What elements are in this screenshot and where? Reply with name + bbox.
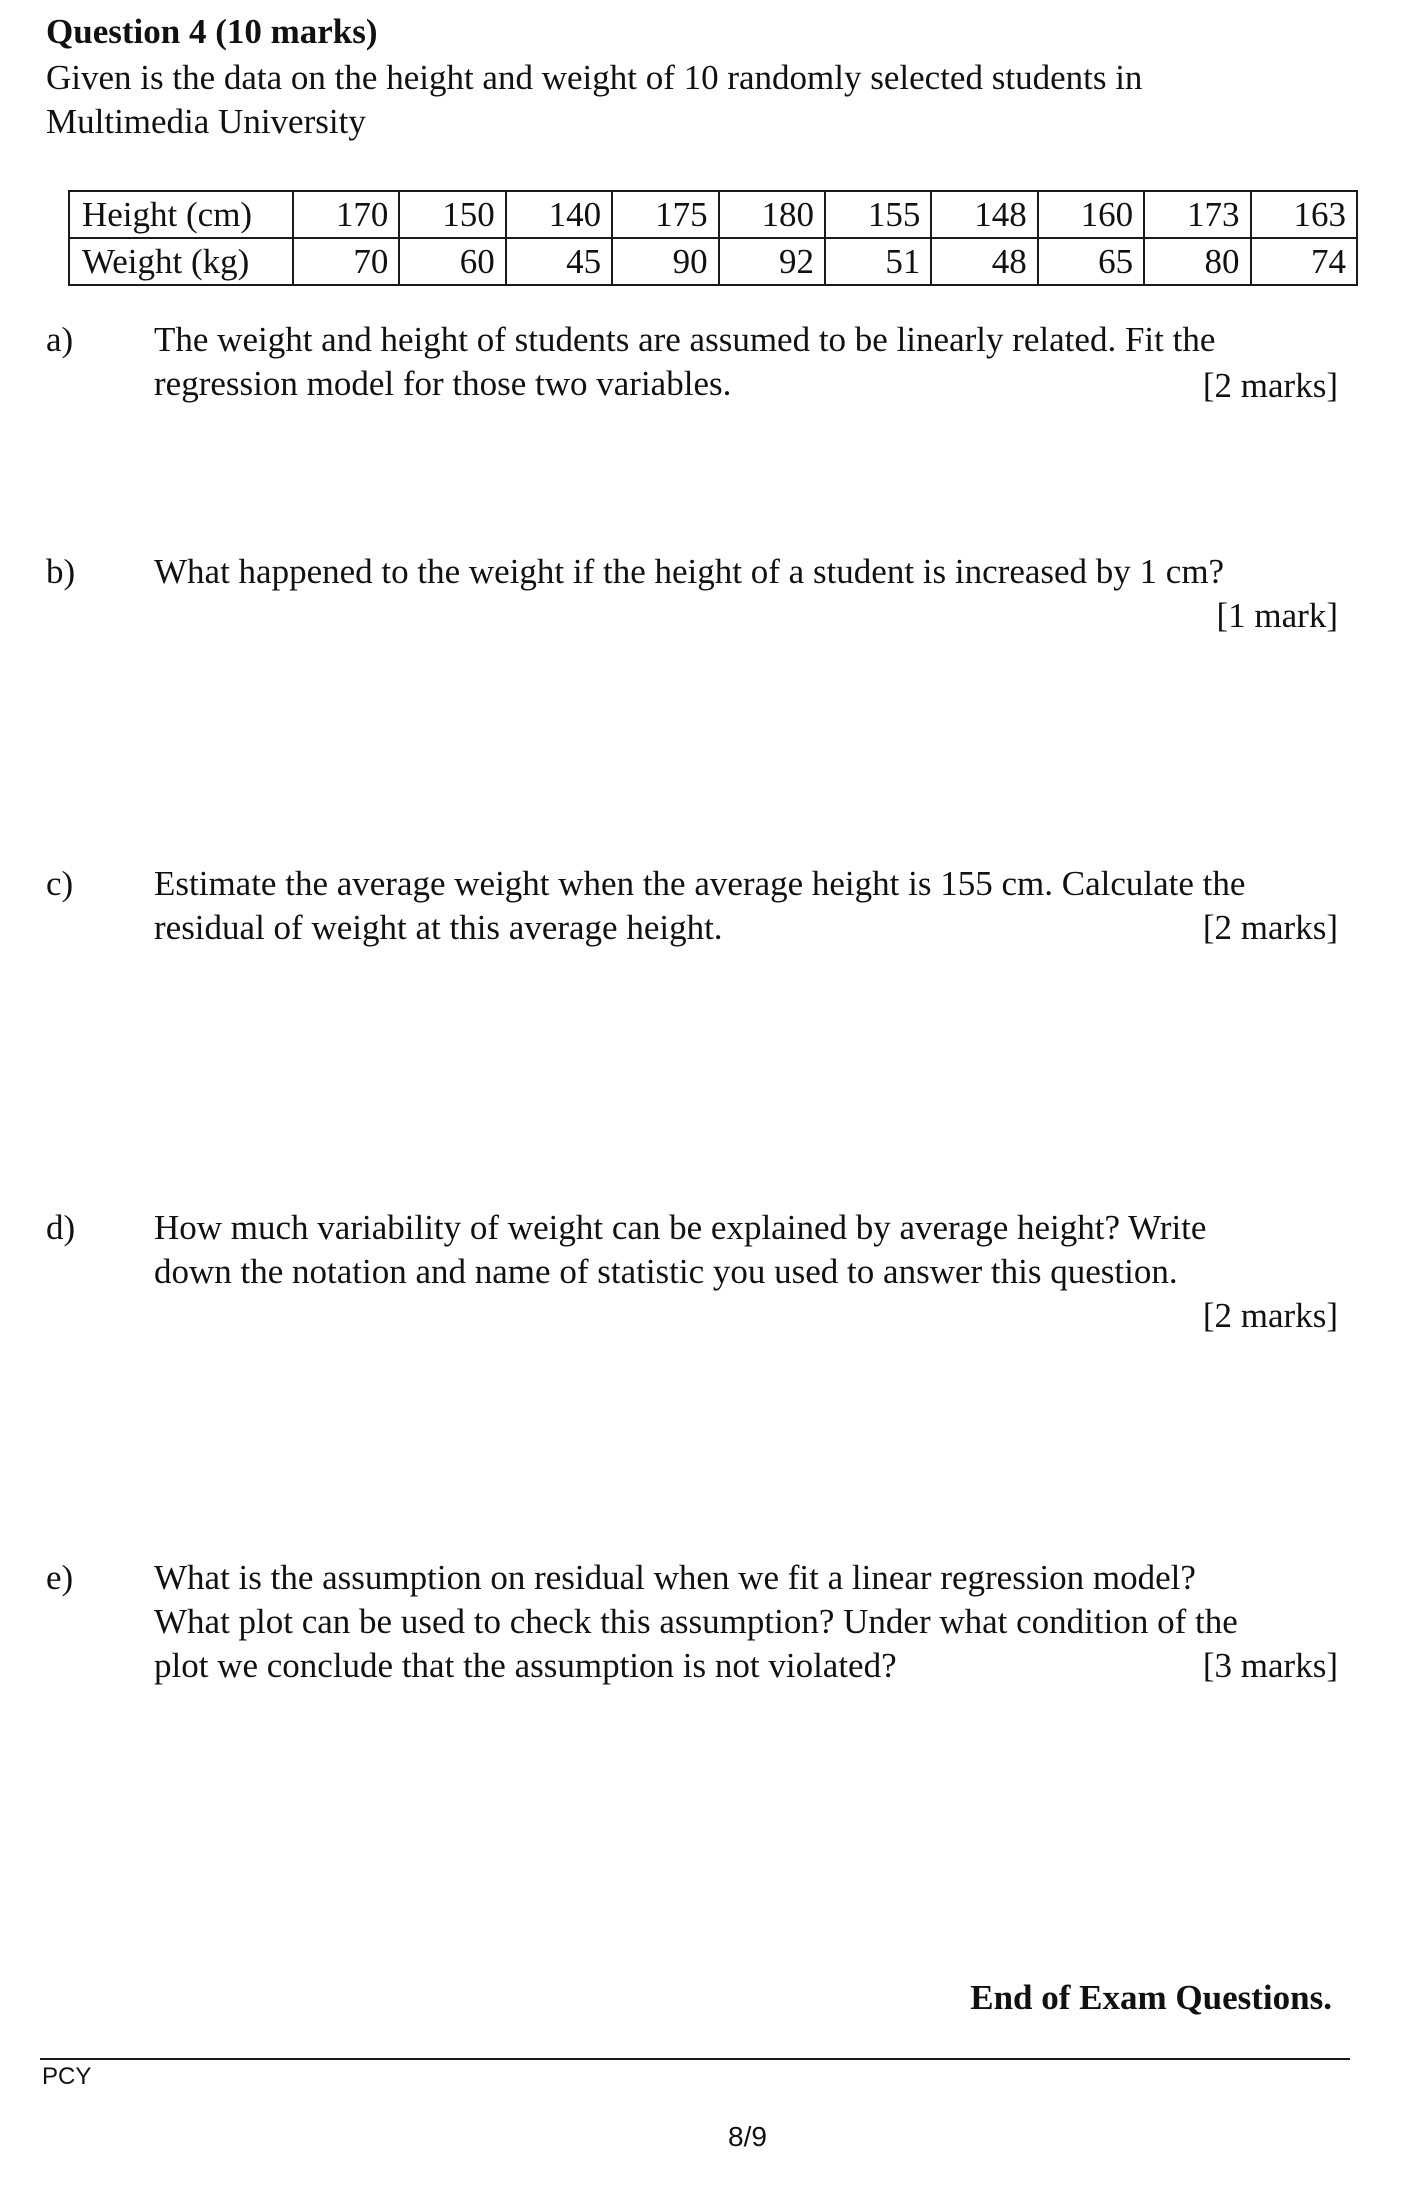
table-cell: 70: [293, 238, 399, 285]
part-line: What plot can be used to check this assumption? Under what condition of the: [154, 1602, 1238, 1641]
part-label: c): [46, 864, 74, 903]
part-d: [46, 1206, 1366, 1340]
marks-label: [2 marks]: [1202, 908, 1338, 947]
part-label: d): [46, 1208, 76, 1247]
part-line: What is the assumption on residual when we fit a linear regression model?: [154, 1558, 1196, 1597]
table-cell: 155: [825, 191, 931, 238]
footer-divider: [40, 2058, 1350, 2060]
row-header: Weight (kg): [69, 238, 293, 285]
part-text: [154, 862, 1364, 950]
part-label: a): [46, 320, 74, 359]
part-text: [154, 318, 1364, 406]
part-label: b): [46, 552, 76, 591]
table-cell: 80: [1144, 238, 1250, 285]
part-e: [46, 1556, 1366, 1690]
end-of-exam-text: End of Exam Questions.: [970, 1978, 1332, 2017]
table-cell: 173: [1144, 191, 1250, 238]
part-line: How much variability of weight can be explained by average height? Write: [154, 1208, 1207, 1247]
part-line: The weight and height of students are assumed to be linearly related. Fit the: [154, 320, 1216, 359]
page-number: 8/9: [728, 2121, 767, 2152]
part-text: [154, 1556, 1364, 1688]
part-b: [46, 550, 1366, 640]
part-line: What happened to the weight if the height of a student is increased by 1 cm?: [154, 552, 1225, 591]
table-cell: 45: [506, 238, 612, 285]
table-cell: 148: [931, 191, 1037, 238]
footer-initials: PCY: [42, 2063, 92, 2090]
table-cell: 51: [825, 238, 931, 285]
part-line: residual of weight at this average height.: [154, 908, 723, 947]
table-cell: 74: [1251, 238, 1357, 285]
table-cell: 60: [399, 238, 505, 285]
table-cell: 65: [1038, 238, 1144, 285]
table-cell: 163: [1251, 191, 1357, 238]
table-cell: 48: [931, 238, 1037, 285]
marks-label: [3 marks]: [1202, 1646, 1338, 1685]
table-cell: 90: [612, 238, 718, 285]
marks-label: [2 marks]: [1202, 1296, 1338, 1335]
part-line: Estimate the average weight when the average height is 155 cm. Calculate the: [154, 864, 1246, 903]
table-row-weight: [69, 238, 1357, 285]
table-cell: 175: [612, 191, 718, 238]
question-intro: [46, 56, 1346, 144]
row-header: Height (cm): [69, 191, 293, 238]
part-line: down the notation and name of statistic you used to answer this question.: [154, 1252, 1178, 1291]
marks-label: [2 marks]: [1202, 366, 1338, 405]
table-cell: 92: [719, 238, 825, 285]
marks-label: [1 mark]: [1216, 596, 1338, 635]
table-cell: 180: [719, 191, 825, 238]
height-weight-table: [68, 190, 1358, 286]
table-row-height: [69, 191, 1357, 238]
intro-line: Given is the data on the height and weight of 10 randomly selected students in: [46, 58, 1143, 97]
part-a: [46, 318, 1366, 408]
table-cell: 170: [293, 191, 399, 238]
table-cell: 150: [399, 191, 505, 238]
part-text: [154, 550, 1364, 594]
table-cell: 160: [1038, 191, 1144, 238]
part-line: regression model for those two variables.: [154, 364, 732, 403]
part-c: [46, 862, 1366, 952]
part-text: [154, 1206, 1364, 1294]
question-title: Question 4 (10 marks): [46, 12, 378, 51]
part-label: e): [46, 1558, 74, 1597]
table-cell: 140: [506, 191, 612, 238]
intro-line: Multimedia University: [46, 102, 366, 141]
part-line: plot we conclude that the assumption is not violated?: [154, 1646, 897, 1685]
